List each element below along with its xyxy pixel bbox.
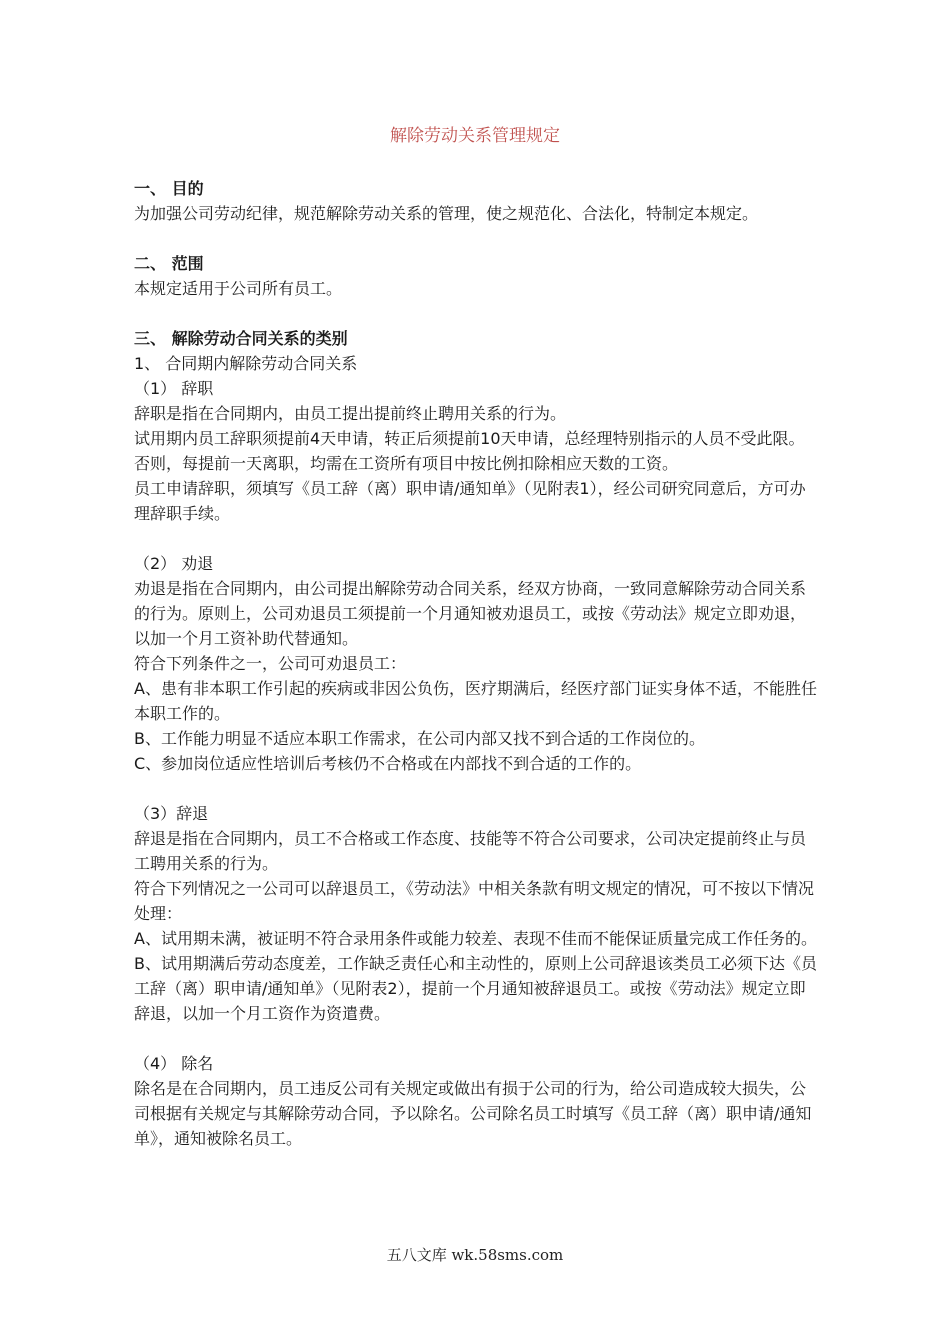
dismissal-item: B、试用期满后劳动态度差，工作缺乏责任心和主动性的，原则上公司辞退该类员工必须下达《员工辞（离）职申请/通知单》（见附表2），提前一个月通知被辞退员工。或按《劳动法》规定立即辞退，以加一个月工资作为资遣费。 [134,954,817,1023]
resignation-paragraph: 辞职是指在合同期内，由员工提出提前终止聘用关系的行为。 [134,404,567,423]
page-title: 解除劳动关系管理规定 [390,126,560,146]
footer-watermark: 五八文库 wk.58sms.com [386,1246,564,1264]
section-categories-heading: 三、 解除劳动合同关系的类别 [134,329,348,348]
persuaded-leave-item: C、参加岗位适应性培训后考核仍不合格或在内部找不到合适的工作的。 [134,754,642,773]
removal-paragraph: 除名是在合同期内，员工违反公司有关规定或做出有损于公司的行为，给公司造成较大损失，公司根据有关规定与其解除劳动合同，予以除名。公司除名员工时填写《员工辞（离）职申请/通知单》，通知被除名员工。 [134,1079,812,1148]
section-purpose-heading: 一、 目的 [134,179,204,198]
dismissal-title: （3）辞退 [134,804,209,823]
removal-title: （4） 除名 [134,1054,214,1073]
persuaded-leave-paragraph: 劝退是指在合同期内，由公司提出解除劳动合同关系，经双方协商，一致同意解除劳动合同关系的行为。原则上，公司劝退员工须提前一个月通知被劝退员工，或按《劳动法》规定立即劝退，以加一个月工资补助代替通知。 [134,579,807,648]
resignation-paragraph: 试用期内员工辞职须提前4天申请，转正后须提前10天申请，总经理特别指示的人员不受此限。否则，每提前一天离职，均需在工资所有项目中按比例扣除相应天数的工资。 [134,429,805,473]
subsection-contract-period: 1、 合同期内解除劳动合同关系 [134,354,358,373]
resignation-title: （1） 辞职 [134,379,214,398]
section-purpose-body: 为加强公司劳动纪律，规范解除劳动关系的管理，使之规范化、合法化，特制定本规定。 [134,204,759,223]
section-scope-heading: 二、 范围 [134,254,204,273]
dismissal-paragraph: 符合下列情况之一公司可以辞退员工，《劳动法》中相关条款有明文规定的情况，可不按以下情况处理： [134,879,815,923]
persuaded-leave-title: （2） 劝退 [134,554,214,573]
section-scope-body: 本规定适用于公司所有员工。 [134,279,343,298]
persuaded-leave-item: A、患有非本职工作引起的疾病或非因公负伤，医疗期满后，经医疗部门证实身体不适，不能胜任本职工作的。 [134,679,817,723]
dismissal-paragraph: 辞退是指在合同期内，员工不合格或工作态度、技能等不符合公司要求，公司决定提前终止与员工聘用关系的行为。 [134,829,807,873]
persuaded-leave-paragraph: 符合下列条件之一，公司可劝退员工： [134,654,407,673]
persuaded-leave-item: B、工作能力明显不适应本职工作需求，在公司内部又找不到合适的工作岗位的。 [134,729,705,748]
resignation-paragraph: 员工申请辞职，须填写《员工辞（离）职申请/通知单》（见附表1），经公司研究同意后，方可办理辞职手续。 [134,479,806,523]
dismissal-item: A、试用期未满，被证明不符合录用条件或能力较差、表现不佳而不能保证质量完成工作任务的。 [134,929,817,948]
document-body [134,176,818,1151]
